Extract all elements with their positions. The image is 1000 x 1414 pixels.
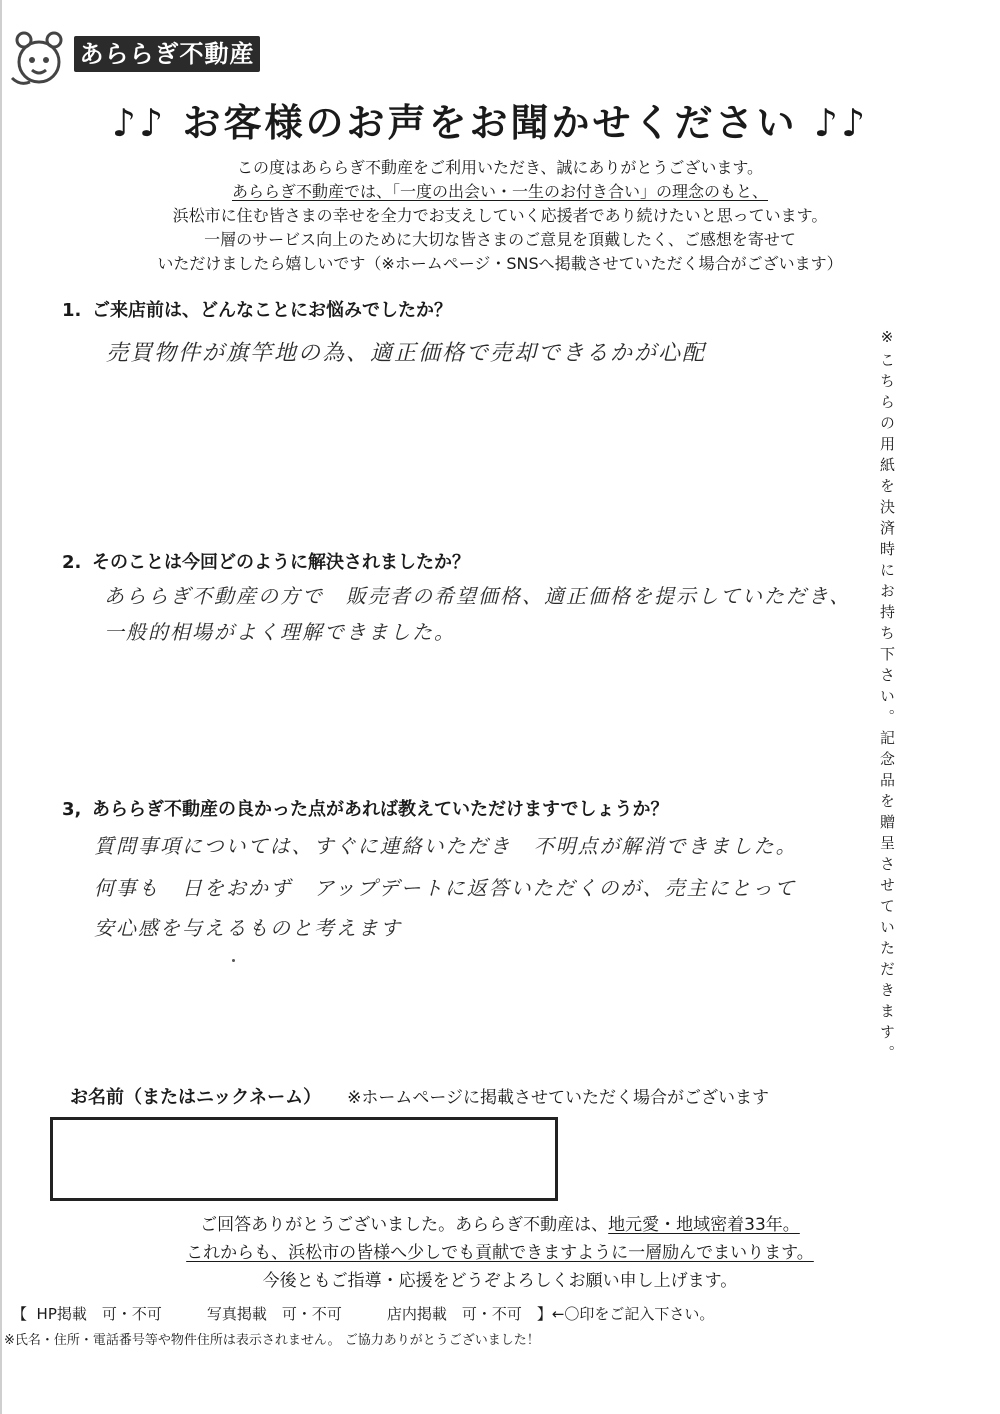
- thanks-line-1-text: ご回答ありがとうございました。あららぎ不動産は、: [200, 1215, 609, 1235]
- mascot-icon: [6, 26, 72, 92]
- thanks-line-2: これからも、浜松市の皆様へ少しでも貢献できますように一層励んでまいります。: [186, 1243, 814, 1263]
- answer-2-line-2: 一般的相場がよく理解できました。: [104, 620, 456, 644]
- logo-text: あららぎ不動産: [74, 36, 260, 72]
- name-label: [70, 1083, 769, 1109]
- name-note: ※ホームページに掲載させていただく場合がございます: [347, 1088, 770, 1108]
- answer-1-line-1: 売買物件が旗竿地の為、適正価格で売却できるかが心配: [106, 341, 707, 366]
- answer-3-line-1: 質問事項については、すぐに連絡いただき 不明点が解消できました。: [94, 834, 798, 858]
- side-note: ※こちらの用紙を決済時にお持ち下さい。記念品を贈呈させていただきます。: [878, 328, 896, 1066]
- question-number: 3,: [62, 799, 82, 820]
- question-text: あららぎ不動産の良かった点があれば教えていただけますでしょうか？: [92, 799, 669, 820]
- thanks-line-3: 今後ともご指導・応援をどうぞよろしくお願い申し上げます。: [262, 1271, 738, 1291]
- intro-line-1: この度はあららぎ不動産をご利用いただき、誠にありがとうございます。: [236, 158, 764, 177]
- privacy-footnote: ※氏名・住所・電話番号等や物件住所は表示されません。 ご協力ありがとうございました！: [4, 1333, 540, 1348]
- thanks-line-1: [0, 1211, 1000, 1239]
- intro-text: [0, 156, 1000, 276]
- page-title: ♪♪ お客様のお声をお聞かせください ♪♪: [111, 101, 869, 145]
- intro-line-5: いただけましたら嬉しいです（※ホームページ・SNSへ掲載させていただく場合がございます）: [157, 254, 843, 273]
- intro-line-3: 浜松市に住む皆さまの幸せを全力でお支えしていく応援者であり続けたいと思っています。: [172, 206, 828, 225]
- name-label-text: お名前（またはニックネーム）: [70, 1087, 322, 1108]
- pen-mark: [232, 959, 235, 962]
- question-1: [62, 296, 452, 322]
- publication-permissions[interactable]: 【 HP掲載 可・不可 写真掲載 可・不可 店内掲載 可・不可 】←〇印をご記入下さい。: [12, 1305, 715, 1323]
- answer-3-line-3: 安心感を与えるものと考えます: [94, 916, 402, 940]
- question-text: そのことは今回どのように解決されましたか？: [92, 552, 470, 573]
- answer-2-line-1: あららぎ不動産の方で 販売者の希望価格、適正価格を提示していただき、: [104, 584, 852, 608]
- thanks-text: [0, 1211, 1000, 1295]
- question-number: 1.: [62, 300, 82, 321]
- question-text: ご来店前は、どんなことにお悩みでしたか？: [92, 300, 452, 321]
- answer-3-line-2: 何事も 日をおかず アップデートに返答いただくのが、売主にとって: [94, 876, 797, 900]
- name-input-box[interactable]: [50, 1117, 558, 1201]
- company-logo: [6, 26, 266, 92]
- question-2: [62, 548, 470, 574]
- question-number: 2.: [62, 552, 82, 573]
- intro-line-4: 一層のサービス向上のために大切な皆さまのご意見を頂戴したく、ご感想を寄せて: [204, 230, 796, 249]
- thanks-line-1-underline: 地元愛・地域密着33年。: [608, 1215, 800, 1235]
- question-3: [62, 795, 669, 821]
- intro-line-2: あららぎ不動産では、「一度の出会い・一生のお付き合い」の理念のもと、: [231, 182, 768, 201]
